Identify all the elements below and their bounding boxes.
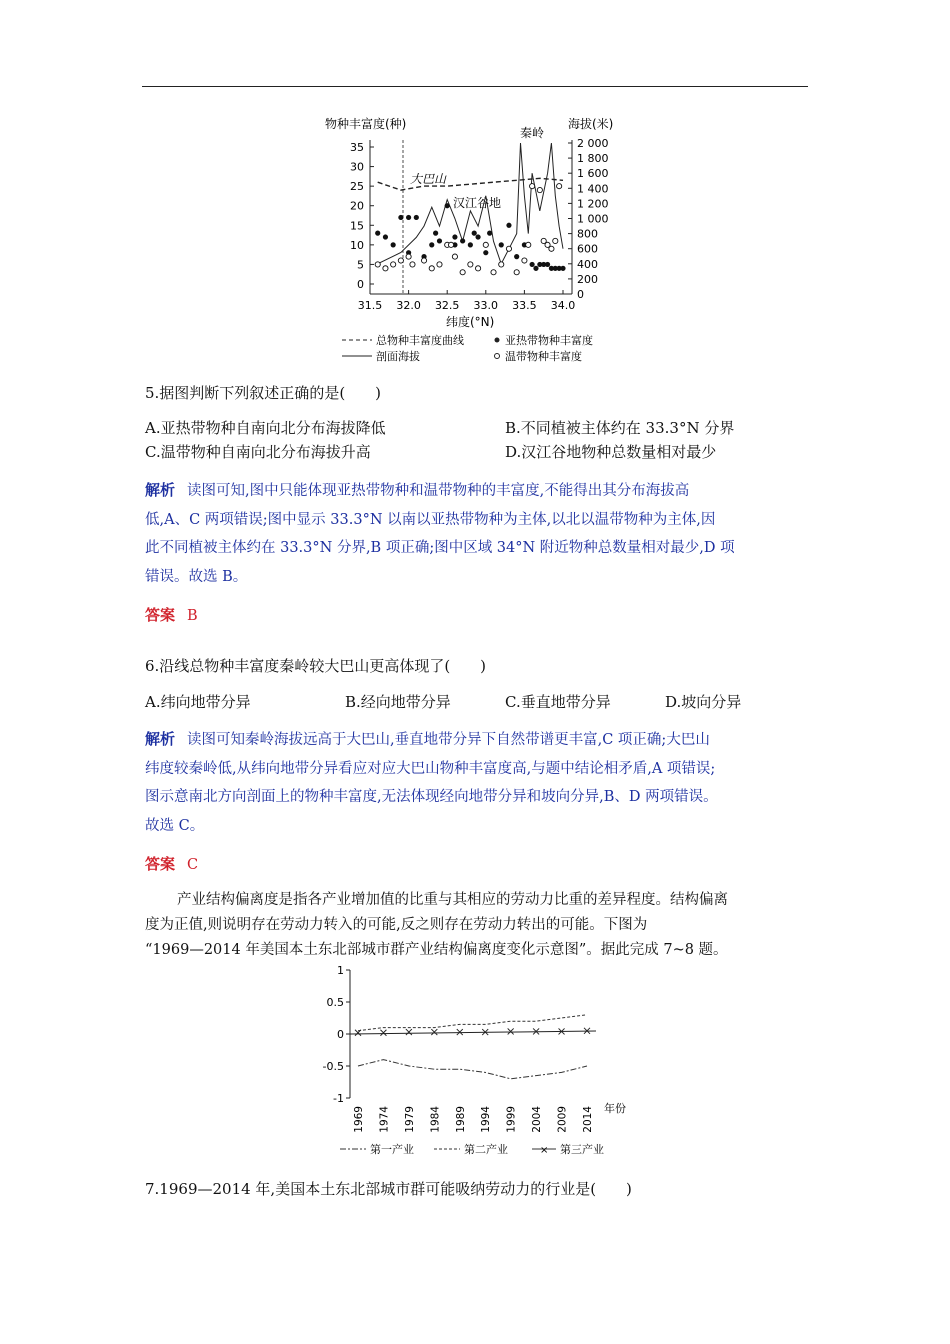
passage-line1: 产业结构偏离度是指各产业增加值的比重与其相应的劳动力比重的差异程度。结构偏离 — [177, 892, 728, 908]
q6-analysis-line4: 故选 C。 — [145, 817, 205, 834]
subtropical-point — [391, 242, 396, 247]
temperate-point — [499, 262, 504, 267]
subtropical-point — [475, 234, 480, 239]
q6-stem: 6.沿线总物种丰富度秦岭较大巴山更高体现了( ) — [145, 657, 487, 675]
q5-analysis-line1: 读图可知,图中只能体现亚热带物种和温带物种的丰富度,不能得出其分布海拔高 — [187, 483, 690, 499]
legend-total: 总物种丰富度曲线 — [376, 334, 464, 347]
legend-temperate-swatch — [495, 354, 500, 359]
subtropical-point — [533, 266, 538, 271]
x-tick-label: 31.5 — [357, 299, 383, 312]
tertiary-point — [508, 1028, 514, 1034]
subtropical-point — [460, 238, 465, 243]
x-tick-label: 34.0 — [550, 299, 576, 312]
passage-line3: “1969—2014 年美国本土东北部城市群产业结构偏离度变化示意图”。据此完成 7~8 题。 — [145, 942, 728, 958]
q6-answer-label: 答案 — [145, 855, 176, 873]
right-tick-label: 1 200 — [577, 197, 609, 211]
x-axis-title: 纬度(°N) — [446, 315, 495, 329]
temperate-point — [522, 258, 527, 263]
left-tick-label: 35 — [350, 141, 364, 154]
c2-legend-secondary: 第二产业 — [464, 1143, 508, 1156]
q6-analysis-label: 解析 — [145, 730, 176, 748]
tertiary-point — [431, 1029, 437, 1035]
q5-stem: 5.据图判断下列叙述正确的是( ) — [145, 384, 382, 402]
temperate-point — [526, 242, 531, 247]
temperate-point — [383, 266, 388, 271]
temperate-point — [406, 254, 411, 259]
passage-line2: 度为正值,则说明存在劳动力转入的可能,反之则存在劳动力转出的可能。下图为 — [145, 917, 648, 933]
q6-analysis-line1: 读图可知秦岭海拔远高于大巴山,垂直地带分异下自然带谱更丰富,C 项正确;大巴山 — [187, 732, 710, 748]
structural-deviation-chart — [0, 960, 950, 1160]
temperate-point — [553, 238, 558, 243]
label-dabashan: 大巴山 — [410, 172, 447, 186]
secondary-industry-line — [358, 1015, 587, 1031]
subtropical-point — [506, 223, 511, 228]
subtropical-point — [398, 215, 403, 220]
left-tick-label: 5 — [357, 258, 364, 272]
subtropical-point — [530, 262, 535, 267]
q6-answer — [145, 853, 198, 874]
c2-y-tick-label: 0 — [337, 1028, 344, 1041]
legend-subtropical: 亚热带物种丰富度 — [505, 334, 593, 347]
left-tick-label: 25 — [350, 180, 364, 194]
label-hanjiang: 汉江谷地 — [453, 196, 502, 210]
c2-x-tick-label: 1989 — [454, 1106, 467, 1133]
subtropical-point — [383, 234, 388, 239]
temperate-point — [506, 246, 511, 251]
temperate-point — [410, 262, 415, 267]
subtropical-point — [445, 203, 450, 208]
q5-analysis-line2: 低,A、C 两项错误;图中显示 33.3°N 以南以亚热带物种为主体,以北以温带物种为主体,因 — [145, 511, 716, 528]
subtropical-point — [560, 266, 565, 271]
right-tick-label: 800 — [577, 227, 598, 241]
c2-x-axis-title: 年份 — [604, 1102, 626, 1115]
q5-answer — [145, 604, 198, 625]
q5-option-d: D.汉江谷地物种总数量相对最少 — [505, 443, 717, 461]
x-tick-label: 33.5 — [512, 299, 537, 312]
left-tick-label: 15 — [350, 219, 364, 233]
q5-answer-label: 答案 — [145, 606, 176, 624]
species-richness-chart — [0, 100, 950, 480]
temperate-point — [557, 184, 562, 189]
temperate-point — [468, 262, 473, 267]
q5-answer-value: B — [187, 608, 198, 624]
header-rule — [142, 86, 808, 87]
q6-analysis-line2: 纬度较秦岭低,从纬向地带分异看应对应大巴山物种丰富度高,与题中结论相矛盾,A 项错误; — [145, 760, 716, 777]
tertiary-point — [406, 1029, 412, 1035]
right-tick-label: 600 — [577, 242, 598, 256]
subtropical-point — [375, 231, 380, 236]
subtropical-point — [433, 231, 438, 236]
subtropical-point — [452, 234, 457, 239]
x-tick-label: 33.0 — [473, 299, 499, 312]
left-tick-label: 0 — [357, 278, 364, 291]
x-tick-label: 32.5 — [434, 299, 460, 312]
tertiary-point — [380, 1030, 386, 1036]
left-tick-label: 10 — [350, 238, 364, 252]
legend-temperate: 温带物种丰富度 — [505, 350, 582, 363]
q6-option-b: B.经向地带分异 — [345, 693, 451, 711]
q5-analysis-line3: 此不同植被主体约在 33.3°N 分界,B 项正确;图中区域 34°N 附近物种总数量相对最少,D 项 — [145, 540, 735, 556]
c2-y-tick-label: -1 — [333, 1092, 344, 1105]
q5-option-a: A.亚热带物种自南向北分布海拔降低 — [145, 419, 386, 437]
q6-answer-value: C — [187, 857, 199, 873]
c2-legend-primary: 第一产业 — [370, 1143, 414, 1156]
temperate-point — [483, 242, 488, 247]
legend-subtropical-swatch — [495, 338, 500, 343]
temperate-point — [398, 258, 403, 263]
temperate-point — [460, 270, 465, 275]
tertiary-point — [457, 1029, 463, 1035]
right-tick-label: 200 — [577, 272, 598, 286]
temperate-point — [429, 266, 434, 271]
c2-x-tick-label: 1974 — [378, 1106, 391, 1133]
c2-legend-tertiary-x: × — [540, 1145, 549, 1156]
temperate-point — [448, 242, 453, 247]
c2-x-tick-label: 1984 — [429, 1106, 442, 1133]
c2-x-tick-label: 1999 — [505, 1106, 518, 1133]
subtropical-point — [499, 242, 504, 247]
right-tick-label: 2 000 — [577, 137, 609, 150]
right-tick-label: 1 000 — [577, 212, 609, 226]
left-tick-label: 30 — [350, 160, 364, 174]
temperate-point — [452, 254, 457, 259]
right-tick-label: 1 400 — [577, 182, 609, 196]
subtropical-point — [406, 215, 411, 220]
subtropical-point — [545, 262, 550, 267]
subtropical-point — [414, 215, 419, 220]
legend-profile: 剖面海拔 — [376, 350, 420, 363]
temperate-point — [549, 246, 554, 251]
label-qinling: 秦岭 — [520, 126, 545, 140]
temperate-point — [530, 184, 535, 189]
q5-analysis-line4: 错误。故选 B。 — [145, 568, 248, 585]
q6-option-d: D.坡向分异 — [665, 693, 742, 711]
c2-x-tick-label: 2009 — [556, 1106, 569, 1133]
x-tick-label: 32.0 — [396, 299, 421, 312]
subtropical-point — [468, 242, 473, 247]
temperate-point — [475, 266, 480, 271]
c2-x-tick-label: 2014 — [582, 1106, 594, 1133]
c2-x-tick-label: 1969 — [353, 1106, 365, 1133]
subtropical-point — [429, 242, 434, 247]
subtropical-point — [483, 250, 488, 255]
subtropical-point — [437, 238, 442, 243]
q5-option-c: C.温带物种自南向北分布海拔升高 — [145, 443, 371, 461]
temperate-point — [491, 270, 496, 275]
q5-option-b: B.不同植被主体约在 33.3°N 分界 — [505, 419, 735, 437]
c2-x-tick-label: 1979 — [403, 1106, 416, 1133]
subtropical-point — [514, 254, 519, 259]
c2-y-tick-label: 0.5 — [326, 996, 344, 1009]
passage — [145, 888, 728, 963]
right-tick-label: 0 — [577, 288, 584, 301]
c2-legend-tertiary: 第三产业 — [560, 1143, 604, 1156]
temperate-point — [391, 262, 396, 267]
q6-analysis — [145, 725, 718, 840]
right-axis-title: 海拔(米) — [568, 117, 614, 131]
left-tick-label: 20 — [350, 199, 364, 213]
right-tick-label: 1 800 — [577, 152, 609, 166]
right-tick-label: 1 600 — [577, 167, 609, 181]
temperate-point — [514, 270, 519, 275]
temperate-point — [421, 258, 426, 263]
c2-x-tick-label: 2004 — [531, 1106, 544, 1133]
c2-x-tick-label: 1994 — [480, 1106, 493, 1133]
temperate-point — [375, 262, 380, 267]
q5-analysis — [145, 476, 735, 591]
q6-option-c: C.垂直地带分异 — [505, 693, 611, 711]
temperate-point — [437, 262, 442, 267]
c2-y-tick-label: -0.5 — [322, 1060, 344, 1073]
subtropical-point — [487, 231, 492, 236]
q6-option-a: A.纬向地带分异 — [145, 693, 251, 711]
primary-industry-line — [358, 1060, 587, 1079]
subtropical-point — [472, 231, 477, 236]
left-axis-title: 物种丰富度(种) — [325, 117, 407, 131]
c2-y-tick-label: 1 — [337, 964, 344, 977]
q6-analysis-line3: 图示意南北方向剖面上的物种丰富度,无法体现经向地带分异和坡向分异,B、D 两项错误。 — [145, 789, 718, 805]
q5-analysis-label: 解析 — [145, 481, 176, 499]
right-tick-label: 400 — [577, 257, 598, 271]
temperate-point — [537, 187, 542, 192]
q7-stem: 7.1969—2014 年,美国本土东北部城市群可能吸纳劳动力的行业是( ) — [145, 1180, 632, 1198]
